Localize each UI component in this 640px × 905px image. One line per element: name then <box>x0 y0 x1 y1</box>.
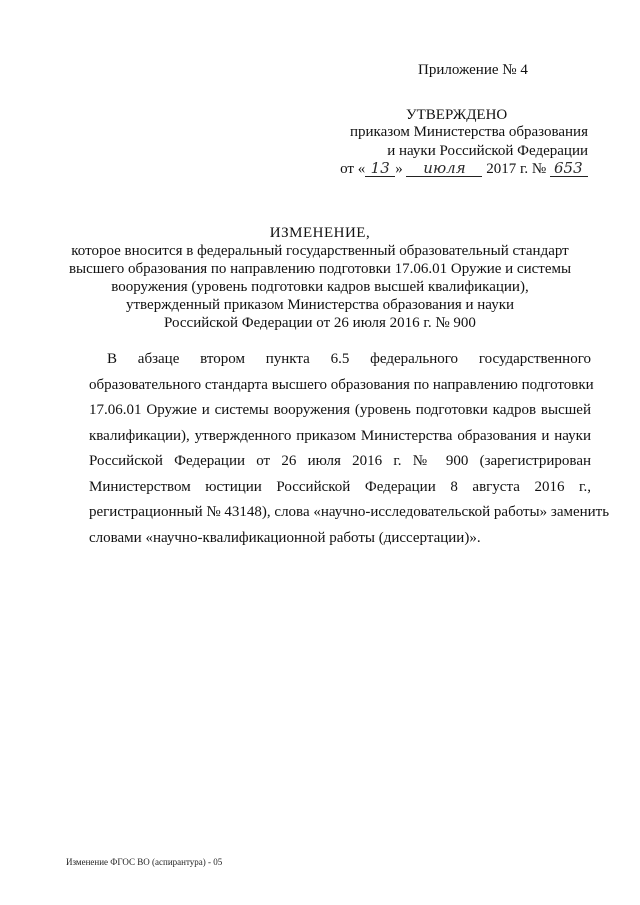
title-line: утвержденный приказом Министерства образования и науки <box>125 297 515 313</box>
body-text-line: В абзаце втором пункта 6.5 федерального государственного <box>107 351 591 367</box>
handwritten-order-number: 653 <box>550 160 588 177</box>
approved-by-line-1: приказом Министерства образования <box>350 124 588 140</box>
body-text-line: Министерством юстиции Российской Федерации 8 августа 2016 г., <box>89 479 591 495</box>
body-text-line: Российской Федерации от 26 июля 2016 г. № 900 (зарегистрирован <box>89 453 591 469</box>
body-text-line: образовательного стандарта высшего образования по направлению подготовки <box>89 377 594 393</box>
date-year: 2017 г. № <box>486 161 547 177</box>
order-date-line <box>340 160 588 178</box>
date-mid: » <box>395 161 403 177</box>
body-text-line: квалификации), утвержденного приказом Министерства образования и науки <box>89 428 591 444</box>
document-title: ИЗМЕНЕНИЕ, <box>269 225 371 241</box>
title-line: высшего образования по направлению подготовки 17.06.01 Оружие и системы <box>68 261 572 277</box>
footer-note: Изменение ФГОС ВО (аспирантура) - 05 <box>66 857 223 867</box>
body-text-line: регистрационный № 43148), слова «научно-исследовательской работы» заменить <box>89 504 610 520</box>
handwritten-day: 13 <box>365 160 395 177</box>
approved-by-line-2: и науки Российской Федерации <box>387 143 588 159</box>
body-text-line: словами «научно-квалификационной работы (диссертации)». <box>89 530 481 546</box>
appendix-label: Приложение № 4 <box>418 62 528 78</box>
approved-stamp: УТВЕРЖДЕНО <box>406 107 508 123</box>
date-prefix: от « <box>340 161 366 177</box>
title-line: которое вносится в федеральный государственный образовательный стандарт <box>71 243 569 259</box>
title-line: вооружения (уровень подготовки кадров высшей квалификации), <box>111 279 529 295</box>
handwritten-month: июля <box>406 160 482 177</box>
title-line: Российской Федерации от 26 июля 2016 г. № 900 <box>164 315 476 331</box>
body-text-line: 17.06.01 Оружие и системы вооружения (уровень подготовки кадров высшей <box>89 402 591 418</box>
